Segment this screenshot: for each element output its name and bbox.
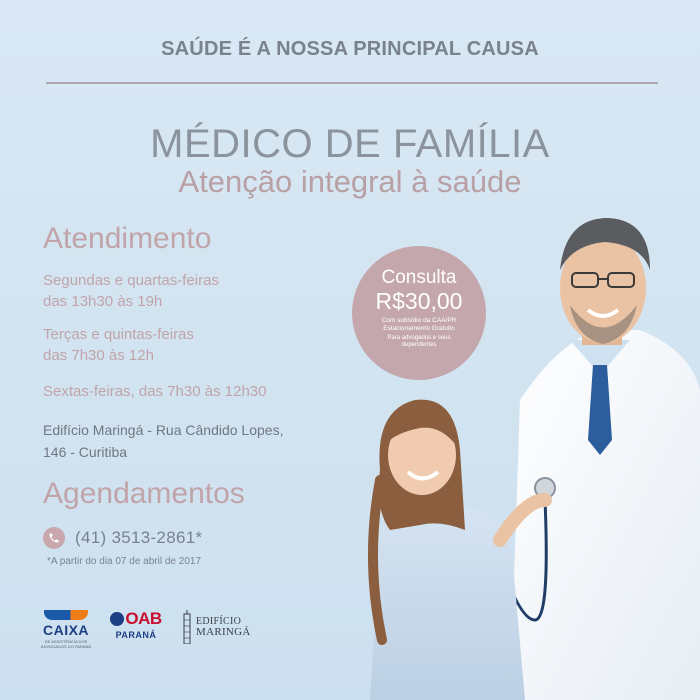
oab-subtitle: PARANÁ (115, 630, 157, 640)
price-badge (352, 246, 486, 380)
oab-globe-icon (110, 612, 124, 626)
schedule-item (43, 324, 194, 366)
schedule-item (43, 270, 219, 312)
caixa-logo (40, 610, 92, 649)
caixa-wordmark: CAIXA (42, 622, 90, 638)
page-subtitle: Atenção integral à saúde (178, 164, 522, 199)
oab-mark (110, 610, 162, 628)
schedule-days: Segundas e quartas-feiras (43, 272, 219, 289)
address (43, 419, 283, 463)
phone-icon (43, 527, 65, 549)
sponsor-logos (40, 610, 251, 649)
schedule-item (43, 381, 266, 402)
badge-label: Consulta (381, 267, 457, 288)
atendimento-heading: Atendimento (43, 222, 212, 255)
schedule-days: Sextas-feiras, das 7h30 às 12h30 (43, 383, 267, 400)
address-line: Edifício Maringá - Rua Cândido Lopes, (43, 422, 284, 438)
oab-logo (110, 610, 162, 640)
caixa-subtitle: DE ASSISTÊNCIA DOS ADVOGADOS DO PARANÁ (40, 639, 92, 649)
maringa-word: MARINGÁ (196, 626, 251, 638)
page-title: MÉDICO DE FAMÍLIA (150, 122, 550, 166)
edificio-maringa-logo (182, 610, 251, 644)
phone-note: *A partir do dia 07 de abril de 2017 (47, 556, 201, 567)
oab-wordmark: OAB (125, 609, 162, 628)
badge-price: R$30,00 (375, 288, 463, 314)
caixa-mark-icon (44, 610, 88, 620)
edificio-wordmark (196, 616, 251, 638)
tagline: SAÚDE É A NOSSA PRINCIPAL CAUSA (161, 38, 539, 60)
address-line: 146 - Curitiba (43, 444, 128, 460)
schedule-hours: das 7h30 às 12h (43, 347, 154, 364)
building-icon (182, 610, 192, 644)
schedule-hours: das 13h30 às 19h (43, 293, 163, 310)
badge-audience: Para advogados e seus dependentes (387, 335, 451, 348)
phone-number[interactable]: (41) 3513-2861* (75, 528, 203, 547)
edificio-word: EDIFÍCIO (196, 616, 242, 627)
divider (46, 82, 658, 84)
schedule-days: Terças e quintas-feiras (43, 326, 194, 343)
phone-row[interactable] (43, 527, 202, 549)
badge-subsidy: Com subsídio da CAA/PR (381, 317, 457, 324)
badge-parking: Estacionamento Gratuito (383, 325, 455, 332)
agendamentos-heading: Agendamentos (43, 477, 245, 510)
